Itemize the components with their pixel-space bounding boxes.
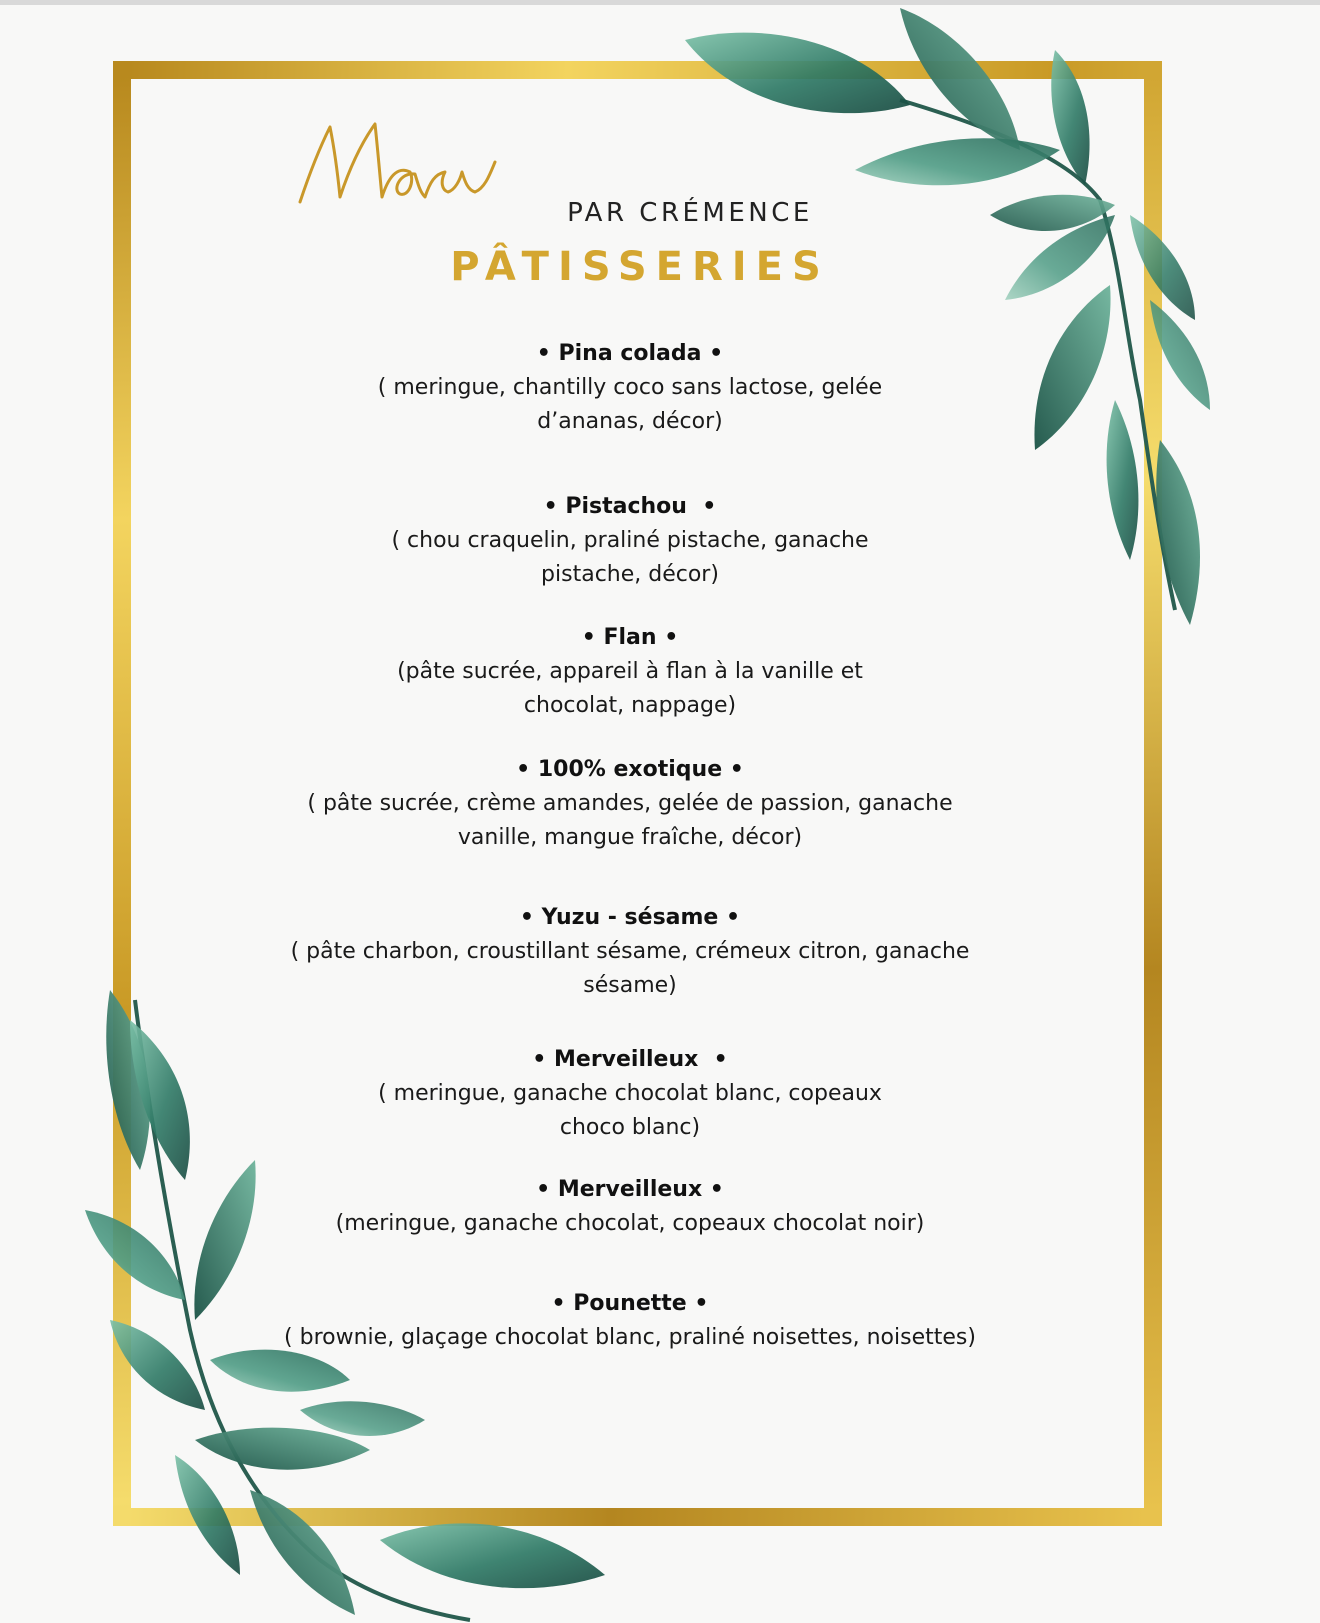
menu-item [160,623,1100,723]
menu-item [160,1175,1100,1241]
menu-item-description: ( chou craquelin, praliné pistache, ganache pistache, décor) [391,528,869,587]
menu-item-description: ( brownie, glaçage chocolat blanc, praliné noisettes, noisettes) [284,1325,976,1350]
menu-item-name: • Flan • [581,625,679,650]
menu-item [160,1289,1100,1355]
menu-item [160,903,1100,1003]
page-heading: PÂTISSERIES [450,244,830,290]
menu-item-name: • Merveilleux • [532,1047,728,1072]
menu-item-description: (meringue, ganache chocolat, copeaux chocolat noir) [335,1211,925,1236]
menu-item-name: • Merveilleux • [536,1177,724,1202]
menu-item-description: ( meringue, ganache chocolat blanc, copeaux choco blanc) [378,1081,882,1140]
menu-item-name: • Pounette • [551,1291,709,1316]
script-title [290,112,500,222]
menu-item [160,339,1100,439]
menu-item [160,755,1100,855]
menu-item-description: (pâte sucrée, appareil à flan à la vanille et chocolat, nappage) [397,659,863,718]
menu-item-name: • Pistachou • [543,494,717,519]
menu-item-description: ( pâte sucrée, crème amandes, gelée de passion, ganache vanille, mangue fraîche, décor) [307,791,953,850]
menu-item-description: ( pâte charbon, croustillant sésame, crémeux citron, ganache sésame) [290,939,970,998]
mars-signature-icon [290,112,500,222]
subtitle: PAR CRÉMENCE [567,198,813,228]
menu-item-name: • 100% exotique • [516,757,744,782]
menu-item-name: • Yuzu - sésame • [519,905,741,930]
script-title-text [290,112,292,113]
menu-item [160,1045,1100,1145]
top-rule [0,0,1320,5]
menu-item-description: ( meringue, chantilly coco sans lactose, gelée d’ananas, décor) [377,375,883,434]
menu-item [160,492,1100,592]
menu-item-name: • Pina colada • [536,341,724,366]
